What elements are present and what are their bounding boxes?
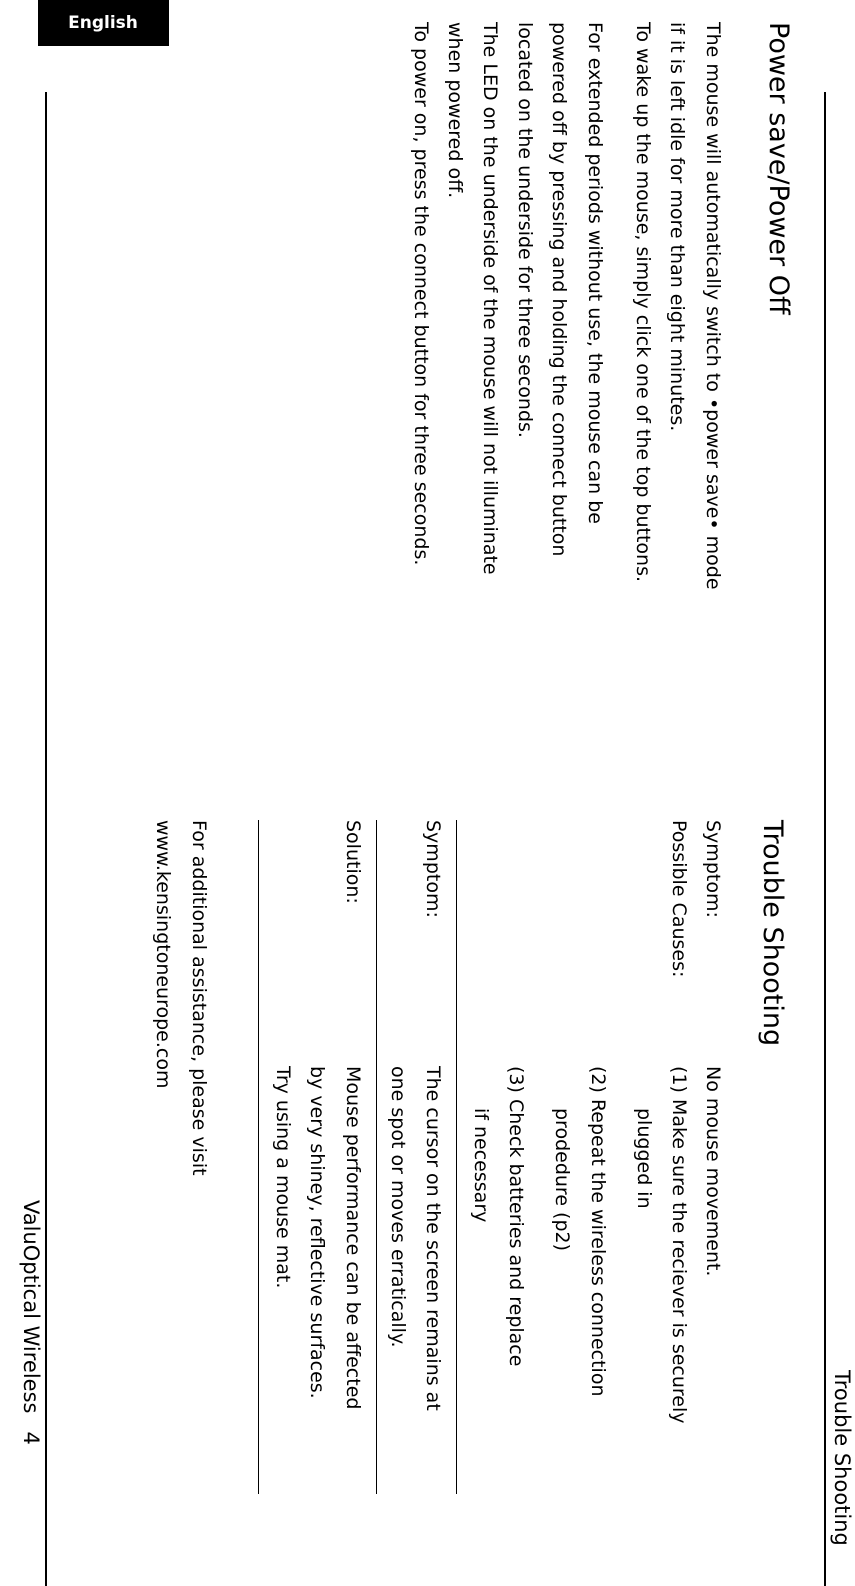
symptom-2-line-1: The cursor on the screen remains at — [422, 1066, 444, 1411]
running-header: Trouble Shooting — [830, 1370, 854, 1546]
power-save-line: when powered off. — [444, 22, 466, 199]
cause-3-line-1: (3) Check batteries and replace — [505, 1066, 527, 1367]
symptom-label: Symptom: — [702, 820, 724, 918]
power-save-title: Power save/Power Off — [763, 22, 794, 315]
assistance-line-1: For additional assistance, please visit — [188, 820, 210, 1176]
language-tab — [38, 0, 169, 46]
language-tab-label: English — [68, 13, 139, 33]
power-save-line: The mouse will automatically switch to •power save• mode — [702, 22, 724, 590]
symptom-text: No mouse movement. — [702, 1066, 724, 1277]
power-save-line: located on the underside for three seconds. — [514, 22, 536, 438]
power-save-line: The LED on the underside of the mouse will not illuminate — [479, 22, 501, 575]
separator-line — [258, 820, 259, 1494]
separator-line — [376, 820, 377, 1494]
solution-label: Solution: — [342, 820, 364, 904]
page-number: 4 — [19, 1431, 43, 1445]
power-save-line: To power on, press the connect button for three seconds. — [410, 22, 432, 566]
trouble-shooting-title: Trouble Shooting — [757, 820, 788, 1047]
support-url-link[interactable]: www.kensingtoneurope.com — [152, 820, 174, 1089]
cause-1-line-1: (1) Make sure the reciever is securely — [668, 1066, 690, 1424]
power-save-line: powered off by pressing and holding the connect button — [548, 22, 570, 557]
running-footer — [15, 1200, 47, 1445]
symptom-2-line-2: one spot or moves erratically. — [387, 1066, 409, 1348]
cause-3-line-2: if necessary — [470, 1108, 492, 1223]
separator-line — [456, 820, 457, 1494]
solution-line-2: by very shiney, reflective surfaces. — [306, 1066, 328, 1399]
footer-product: ValuOptical Wireless — [19, 1200, 43, 1414]
power-save-line: To wake up the mouse, simply click one of the top buttons. — [632, 22, 654, 583]
possible-causes-label: Possible Causes: — [668, 820, 690, 978]
power-save-line: For extended periods without use, the mouse can be — [584, 22, 606, 524]
symptom-label-2: Symptom: — [422, 820, 444, 918]
power-save-body — [385, 22, 725, 762]
cause-2-line-2: prodedure (p2) — [551, 1108, 573, 1252]
power-save-line: if it is left idle for more than eight minutes. — [666, 22, 688, 432]
header-rule — [824, 92, 826, 1586]
solution-line-1: Mouse performance can be affected — [342, 1066, 364, 1410]
solution-line-3: Try using a mouse mat. — [272, 1066, 294, 1289]
cause-1-line-2: plugged in — [633, 1108, 655, 1209]
cause-2-line-1: (2) Repeat the wireless connection — [587, 1066, 609, 1397]
